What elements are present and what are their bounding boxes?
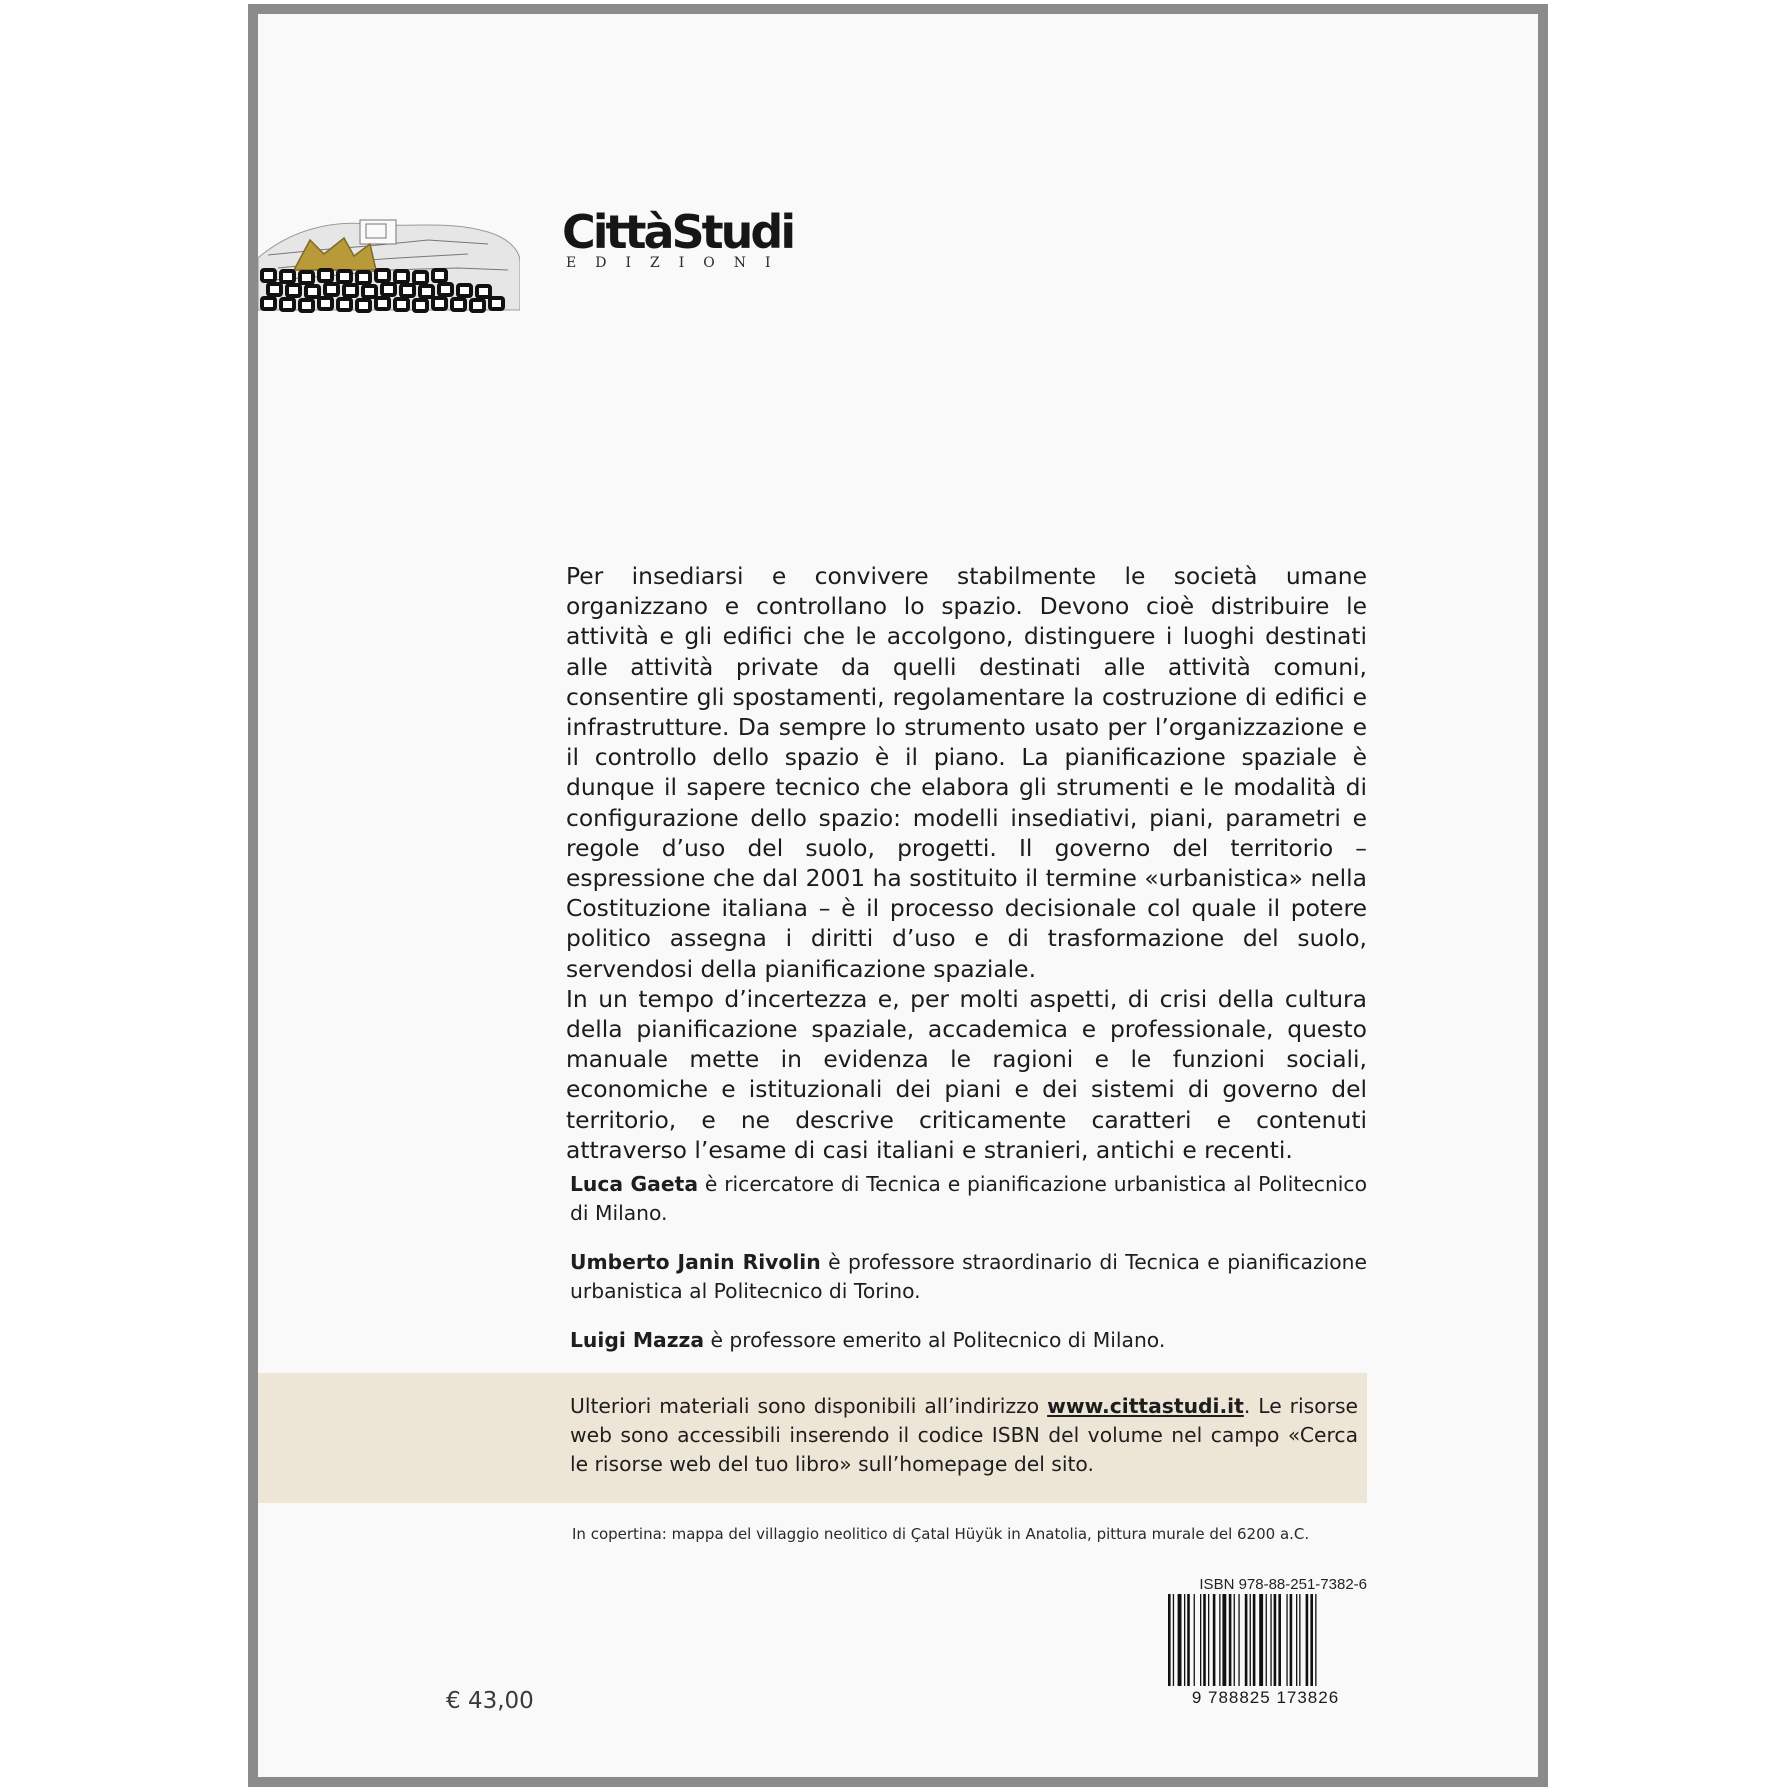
author-description: è professore straordinario di Tecnica e pianificazione urbanistica al Politecnico di Torino. — [570, 1250, 1367, 1303]
description-paragraph: In un tempo d’incertezza e, per molti aspetti, di crisi della cultura della pianificazione spaziale, accademica e professionale, questo manuale mette in evidenza le ragioni e le funzioni sociali, economiche e istituzionali dei piani e dei sistemi di governo del territorio, e ne descrive criticamente caratteri e contenuti attraverso l’esame di casi italiani e stranieri, antichi e recenti. — [566, 984, 1367, 1164]
web-resources-box — [258, 1373, 1367, 1503]
author-name: Luigi Mazza — [570, 1328, 705, 1352]
author-name: Umberto Janin Rivolin — [570, 1250, 821, 1274]
author-name: Luca Gaeta — [570, 1172, 699, 1196]
website-link[interactable]: www.cittastudi.it — [1047, 1394, 1244, 1418]
web-resources-instructions: . Le risorse web sono accessibili inserendo il codice ISBN del volume nel campo «Cerca le risorse web del tuo libro» sull’homepage del sito. — [570, 1394, 1359, 1476]
publisher-subtitle: EDIZIONI — [566, 255, 790, 271]
isbn-label: ISBN 978-88-251-7382-6 — [1199, 1576, 1367, 1593]
publisher-name: CittàStudi — [562, 205, 794, 259]
web-resources-intro: Ulteriori materiali sono disponibili all’indirizzo — [570, 1394, 1048, 1418]
book-description — [566, 561, 1367, 1165]
catal-huyuk-map-illustration — [258, 210, 520, 338]
book-back-cover — [248, 4, 1548, 1787]
web-resources-text — [570, 1392, 1358, 1479]
author-bio — [570, 1248, 1367, 1306]
description-paragraph: Per insediarsi e convivere stabilmente le società umane organizzano e controllano lo spazio. Devono cioè distribuire le attività e gli edifici che le accolgono, distinguere i luoghi destinati alle attività private da quelli destinati alle attività comuni, consentire gli spostamenti, regolamentare la costruzione di edifici e infrastrutture. Da sempre lo strumento usato per l’organizzazione e il controllo dello spazio è il piano. La pianificazione spaziale è dunque il sapere tecnico che elabora gli strumenti e le modalità di configurazione dello spazio: modelli insediativi, piani, parametri e regole d’uso del suolo, progetti. Il governo del territorio – espressione che dal 2001 ha sostituito il termine «urbanistica» nella Costituzione italiana – è il processo decisionale col quale il potere politico assegna i diritti d’uso e di trasformazione del suolo, servendosi della pianificazione spaziale. — [566, 562, 1367, 983]
publisher-logo — [562, 205, 802, 291]
author-bio — [570, 1170, 1367, 1228]
author-description: è professore emerito al Politecnico di Milano. — [704, 1328, 1166, 1352]
author-description: è ricercatore di Tecnica e pianificazione urbanistica al Politecnico di Milano. — [570, 1172, 1367, 1225]
cover-image-caption: In copertina: mappa del villaggio neolitico di Çatal Hüyük in Anatolia, pittura murale del 6200 a.C. — [572, 1525, 1310, 1543]
barcode-digits: 9 788825 173826 — [1191, 1688, 1340, 1707]
price: € 43,00 — [446, 1688, 534, 1714]
author-bio — [570, 1326, 1367, 1355]
